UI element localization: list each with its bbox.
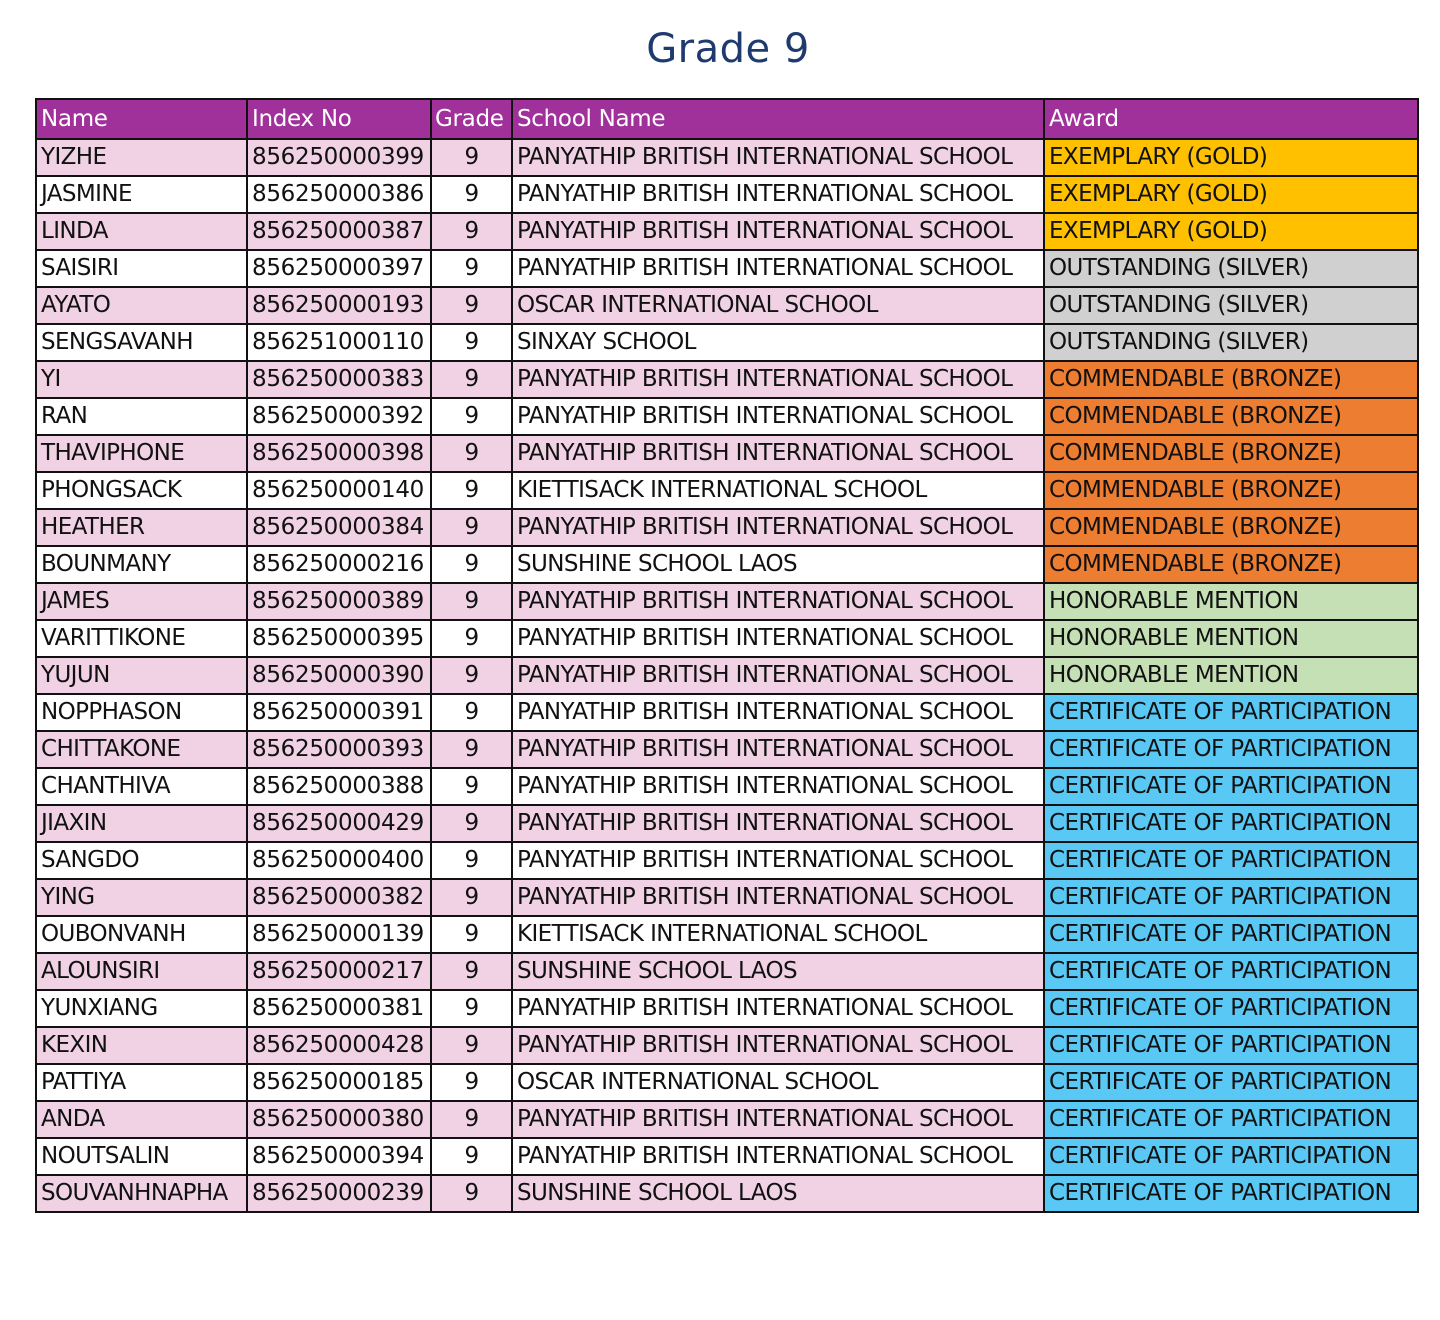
table-row (36, 842, 1418, 879)
page-title: Grade 9 (646, 26, 810, 72)
table-row (36, 583, 1418, 620)
cell-index: 856250000428 (247, 1027, 431, 1064)
cell-name: YING (36, 879, 247, 916)
table-row (36, 805, 1418, 842)
cell-award: COMMENDABLE (BRONZE) (1044, 472, 1418, 509)
cell-index: 856250000391 (247, 694, 431, 731)
cell-award: OUTSTANDING (SILVER) (1044, 287, 1418, 324)
cell-name: CHANTHIVA (36, 768, 247, 805)
cell-school: PANYATHIP BRITISH INTERNATIONAL SCHOOL (512, 509, 1044, 546)
cell-grade: 9 (431, 990, 512, 1027)
table-row (36, 1064, 1418, 1101)
cell-award: OUTSTANDING (SILVER) (1044, 250, 1418, 287)
table-row (36, 250, 1418, 287)
cell-school: PANYATHIP BRITISH INTERNATIONAL SCHOOL (512, 139, 1044, 176)
cell-name: PHONGSACK (36, 472, 247, 509)
table-row (36, 324, 1418, 361)
cell-index: 856250000217 (247, 953, 431, 990)
cell-award: COMMENDABLE (BRONZE) (1044, 509, 1418, 546)
results-table (35, 98, 1419, 1213)
cell-school: PANYATHIP BRITISH INTERNATIONAL SCHOOL (512, 361, 1044, 398)
column-header-grade: Grade (431, 99, 512, 139)
table-row (36, 657, 1418, 694)
cell-school: SUNSHINE SCHOOL LAOS (512, 1175, 1044, 1212)
cell-index: 856250000392 (247, 398, 431, 435)
table-row (36, 287, 1418, 324)
cell-school: PANYATHIP BRITISH INTERNATIONAL SCHOOL (512, 1101, 1044, 1138)
cell-name: ANDA (36, 1101, 247, 1138)
cell-school: PANYATHIP BRITISH INTERNATIONAL SCHOOL (512, 250, 1044, 287)
cell-index: 856250000395 (247, 620, 431, 657)
cell-name: KEXIN (36, 1027, 247, 1064)
cell-grade: 9 (431, 472, 512, 509)
cell-name: PATTIYA (36, 1064, 247, 1101)
cell-index: 856250000397 (247, 250, 431, 287)
cell-school: PANYATHIP BRITISH INTERNATIONAL SCHOOL (512, 435, 1044, 472)
table-row (36, 916, 1418, 953)
cell-award: CERTIFICATE OF PARTICIPATION (1044, 1027, 1418, 1064)
cell-name: HEATHER (36, 509, 247, 546)
table-row (36, 139, 1418, 176)
cell-index: 856250000382 (247, 879, 431, 916)
cell-award: CERTIFICATE OF PARTICIPATION (1044, 768, 1418, 805)
cell-school: PANYATHIP BRITISH INTERNATIONAL SCHOOL (512, 176, 1044, 213)
cell-index: 856250000400 (247, 842, 431, 879)
cell-name: JASMINE (36, 176, 247, 213)
cell-name: AYATO (36, 287, 247, 324)
table-row (36, 1138, 1418, 1175)
column-header-index: Index No (247, 99, 431, 139)
cell-award: CERTIFICATE OF PARTICIPATION (1044, 1101, 1418, 1138)
cell-index: 856250000185 (247, 1064, 431, 1101)
cell-name: OUBONVANH (36, 916, 247, 953)
cell-index: 856250000216 (247, 546, 431, 583)
cell-school: PANYATHIP BRITISH INTERNATIONAL SCHOOL (512, 213, 1044, 250)
cell-name: NOUTSALIN (36, 1138, 247, 1175)
cell-award: CERTIFICATE OF PARTICIPATION (1044, 842, 1418, 879)
cell-name: NOPPHASON (36, 694, 247, 731)
cell-school: SINXAY SCHOOL (512, 324, 1044, 361)
cell-index: 856250000389 (247, 583, 431, 620)
cell-school: PANYATHIP BRITISH INTERNATIONAL SCHOOL (512, 694, 1044, 731)
cell-award: CERTIFICATE OF PARTICIPATION (1044, 1175, 1418, 1212)
cell-school: KIETTISACK INTERNATIONAL SCHOOL (512, 472, 1044, 509)
cell-name: CHITTAKONE (36, 731, 247, 768)
cell-award: HONORABLE MENTION (1044, 657, 1418, 694)
cell-school: KIETTISACK INTERNATIONAL SCHOOL (512, 916, 1044, 953)
cell-index: 856250000394 (247, 1138, 431, 1175)
table-row (36, 731, 1418, 768)
cell-award: EXEMPLARY (GOLD) (1044, 139, 1418, 176)
cell-name: RAN (36, 398, 247, 435)
cell-index: 856250000386 (247, 176, 431, 213)
table-row (36, 546, 1418, 583)
cell-school: PANYATHIP BRITISH INTERNATIONAL SCHOOL (512, 1027, 1044, 1064)
cell-grade: 9 (431, 361, 512, 398)
cell-index: 856250000390 (247, 657, 431, 694)
cell-school: PANYATHIP BRITISH INTERNATIONAL SCHOOL (512, 583, 1044, 620)
cell-index: 856250000388 (247, 768, 431, 805)
table-row (36, 213, 1418, 250)
cell-grade: 9 (431, 139, 512, 176)
cell-grade: 9 (431, 768, 512, 805)
cell-award: CERTIFICATE OF PARTICIPATION (1044, 990, 1418, 1027)
cell-grade: 9 (431, 694, 512, 731)
header-row (36, 99, 1418, 139)
cell-index: 856250000393 (247, 731, 431, 768)
cell-index: 856250000398 (247, 435, 431, 472)
cell-award: CERTIFICATE OF PARTICIPATION (1044, 1138, 1418, 1175)
cell-grade: 9 (431, 1027, 512, 1064)
table-row (36, 435, 1418, 472)
cell-grade: 9 (431, 842, 512, 879)
cell-name: YIZHE (36, 139, 247, 176)
cell-award: HONORABLE MENTION (1044, 620, 1418, 657)
cell-name: SAISIRI (36, 250, 247, 287)
cell-grade: 9 (431, 1175, 512, 1212)
cell-award: CERTIFICATE OF PARTICIPATION (1044, 805, 1418, 842)
cell-school: PANYATHIP BRITISH INTERNATIONAL SCHOOL (512, 731, 1044, 768)
cell-name: SENGSAVANH (36, 324, 247, 361)
cell-school: SUNSHINE SCHOOL LAOS (512, 546, 1044, 583)
cell-index: 856250000140 (247, 472, 431, 509)
cell-grade: 9 (431, 1138, 512, 1175)
cell-school: PANYATHIP BRITISH INTERNATIONAL SCHOOL (512, 805, 1044, 842)
table-row (36, 620, 1418, 657)
cell-school: PANYATHIP BRITISH INTERNATIONAL SCHOOL (512, 990, 1044, 1027)
table-row (36, 1175, 1418, 1212)
cell-grade: 9 (431, 1101, 512, 1138)
cell-grade: 9 (431, 398, 512, 435)
cell-school: PANYATHIP BRITISH INTERNATIONAL SCHOOL (512, 768, 1044, 805)
cell-grade: 9 (431, 916, 512, 953)
cell-award: CERTIFICATE OF PARTICIPATION (1044, 694, 1418, 731)
cell-award: CERTIFICATE OF PARTICIPATION (1044, 953, 1418, 990)
cell-award: EXEMPLARY (GOLD) (1044, 176, 1418, 213)
cell-school: OSCAR INTERNATIONAL SCHOOL (512, 1064, 1044, 1101)
cell-index: 856250000139 (247, 916, 431, 953)
cell-index: 856250000380 (247, 1101, 431, 1138)
cell-school: PANYATHIP BRITISH INTERNATIONAL SCHOOL (512, 842, 1044, 879)
cell-school: PANYATHIP BRITISH INTERNATIONAL SCHOOL (512, 398, 1044, 435)
cell-index: 856250000193 (247, 287, 431, 324)
cell-award: HONORABLE MENTION (1044, 583, 1418, 620)
cell-name: YUJUN (36, 657, 247, 694)
cell-index: 856250000239 (247, 1175, 431, 1212)
cell-grade: 9 (431, 620, 512, 657)
table-row (36, 990, 1418, 1027)
cell-name: THAVIPHONE (36, 435, 247, 472)
cell-school: SUNSHINE SCHOOL LAOS (512, 953, 1044, 990)
cell-award: EXEMPLARY (GOLD) (1044, 213, 1418, 250)
cell-name: JAMES (36, 583, 247, 620)
table-row (36, 694, 1418, 731)
column-header-school: School Name (512, 99, 1044, 139)
cell-grade: 9 (431, 509, 512, 546)
cell-grade: 9 (431, 213, 512, 250)
table-body (36, 139, 1418, 1212)
cell-award: CERTIFICATE OF PARTICIPATION (1044, 879, 1418, 916)
cell-grade: 9 (431, 250, 512, 287)
cell-school: OSCAR INTERNATIONAL SCHOOL (512, 287, 1044, 324)
table-row (36, 768, 1418, 805)
cell-name: LINDA (36, 213, 247, 250)
cell-grade: 9 (431, 805, 512, 842)
cell-grade: 9 (431, 583, 512, 620)
cell-grade: 9 (431, 1064, 512, 1101)
cell-grade: 9 (431, 879, 512, 916)
cell-index: 856250000429 (247, 805, 431, 842)
cell-name: ALOUNSIRI (36, 953, 247, 990)
cell-grade: 9 (431, 657, 512, 694)
cell-award: CERTIFICATE OF PARTICIPATION (1044, 1064, 1418, 1101)
cell-award: CERTIFICATE OF PARTICIPATION (1044, 916, 1418, 953)
column-header-award: Award (1044, 99, 1418, 139)
cell-grade: 9 (431, 287, 512, 324)
cell-name: BOUNMANY (36, 546, 247, 583)
cell-index: 856250000381 (247, 990, 431, 1027)
cell-grade: 9 (431, 731, 512, 768)
cell-index: 856250000399 (247, 139, 431, 176)
table-row (36, 472, 1418, 509)
cell-award: OUTSTANDING (SILVER) (1044, 324, 1418, 361)
table-row (36, 953, 1418, 990)
cell-award: COMMENDABLE (BRONZE) (1044, 361, 1418, 398)
cell-award: CERTIFICATE OF PARTICIPATION (1044, 731, 1418, 768)
cell-grade: 9 (431, 176, 512, 213)
column-header-name: Name (36, 99, 247, 139)
cell-grade: 9 (431, 546, 512, 583)
cell-school: PANYATHIP BRITISH INTERNATIONAL SCHOOL (512, 879, 1044, 916)
table-row (36, 509, 1418, 546)
cell-grade: 9 (431, 435, 512, 472)
cell-school: PANYATHIP BRITISH INTERNATIONAL SCHOOL (512, 620, 1044, 657)
cell-name: VARITTIKONE (36, 620, 247, 657)
table-row (36, 398, 1418, 435)
table-row (36, 879, 1418, 916)
cell-name: SANGDO (36, 842, 247, 879)
cell-name: JIAXIN (36, 805, 247, 842)
cell-grade: 9 (431, 324, 512, 361)
cell-index: 856251000110 (247, 324, 431, 361)
cell-name: SOUVANHNAPHA (36, 1175, 247, 1212)
cell-index: 856250000387 (247, 213, 431, 250)
cell-award: COMMENDABLE (BRONZE) (1044, 546, 1418, 583)
table-row (36, 361, 1418, 398)
cell-school: PANYATHIP BRITISH INTERNATIONAL SCHOOL (512, 1138, 1044, 1175)
cell-name: YUNXIANG (36, 990, 247, 1027)
cell-index: 856250000384 (247, 509, 431, 546)
cell-grade: 9 (431, 953, 512, 990)
cell-index: 856250000383 (247, 361, 431, 398)
cell-school: PANYATHIP BRITISH INTERNATIONAL SCHOOL (512, 657, 1044, 694)
table-row (36, 1027, 1418, 1064)
cell-award: COMMENDABLE (BRONZE) (1044, 435, 1418, 472)
table-row (36, 1101, 1418, 1138)
cell-name: YI (36, 361, 247, 398)
cell-award: COMMENDABLE (BRONZE) (1044, 398, 1418, 435)
table-row (36, 176, 1418, 213)
